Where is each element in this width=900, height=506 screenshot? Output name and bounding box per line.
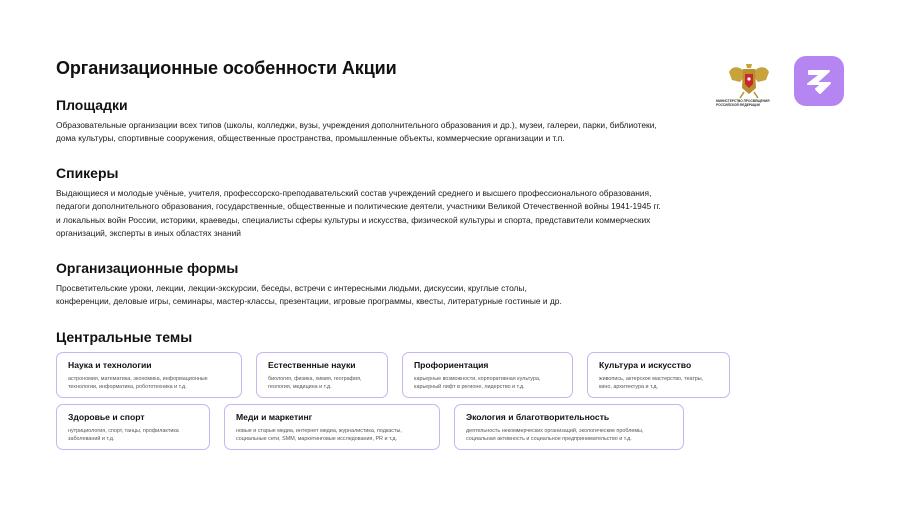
theme-card-title: Экология и благотворительность [466, 412, 610, 422]
venues-line: дома культуры, спортивные сооружения, общественные пространства, промышленные объекты, коммерческие организации и т.п. [56, 133, 565, 144]
theme-card-media [224, 404, 440, 450]
theme-card-desc-line: деятельность некоммерческих организаций, экологические проблемы, [466, 428, 644, 434]
theme-card-desc [599, 376, 719, 391]
speakers-line: и локальных войн России, историки, краеведы, специалисты сферы культуры и искусства, физической культуры и спорта, представители коммерческих [56, 214, 651, 225]
theme-card-desc-line: социальные сети, SMM, маркетинговые исследования, PR и т.д. [236, 435, 397, 442]
speakers-text [56, 187, 746, 241]
theme-card-desc-line: социальная активность и социальное предпринимательство и т.д. [466, 435, 632, 442]
venues-title: Площадки [56, 97, 128, 113]
theme-card-desc [414, 376, 562, 391]
theme-card-desc-line: геология, медицина и т.д. [268, 383, 332, 390]
logo-z-icon [794, 56, 844, 106]
forms-line: Просветительские уроки, лекции, лекции-экскурсии, беседы, встречи с интересными людьми, дискуссии, круглые столы, [56, 283, 527, 293]
speakers-line: педагоги дополнительного образования, государственные, общественные и политические деятели, участники Великой Отечественной войны 1941-1945 гг. [56, 201, 661, 212]
theme-card-culture [587, 352, 730, 398]
theme-card-desc [68, 376, 231, 391]
theme-card-title: Наука и технологии [68, 360, 152, 370]
theme-card-desc-line: биология, физика, химия, география, [268, 376, 362, 382]
theme-card-desc [68, 428, 199, 443]
ministry-caption: МИНИСТЕРСТВО ПРОСВЕЩЕНИЯ РОССИЙСКОЙ ФЕДЕРАЦИИ [716, 99, 770, 107]
themes-title: Центральные темы [56, 329, 193, 345]
venues-line: Образовательные организации всех типов (школы, колледжи, вузы, учреждения дополнительного образования и др.), музеи, галереи, парки, библиотеки, [56, 120, 657, 130]
forms-line: конференции, деловые игры, семинары, мастер-классы, презентации, игровые программы, квесты, литературные гостиные и др. [56, 296, 562, 307]
theme-card-title: Меди и маркетинг [236, 412, 313, 422]
theme-card-health [56, 404, 210, 450]
theme-card-science [56, 352, 242, 398]
theme-card-ecology [454, 404, 684, 450]
theme-card-career [402, 352, 573, 398]
forms-text [56, 282, 746, 309]
theme-card-desc-line: нутрициология, спорт, танцы, профилактика [68, 428, 179, 434]
theme-card-title: Культура и искусство [599, 360, 692, 370]
theme-card-desc [466, 428, 673, 443]
theme-card-desc-line: технологии, информатика, робототехника и т.д. [68, 383, 187, 390]
theme-card-desc-line: карьерный лифт в регионе, лидерство и т.д. [414, 383, 525, 390]
theme-card-desc-line: новые и старые медиа, интернет медиа, журналистика, подкасты, [236, 428, 402, 434]
theme-card-title: Профориентация [414, 360, 489, 370]
brand-logo [794, 56, 844, 106]
theme-card-desc-line: астрономия, математика, экономика, информационные [68, 376, 208, 382]
theme-card-desc [236, 428, 429, 443]
speakers-line: Выдающиеся и молодые учёные, учителя, профессорско-преподавательский состав учреждений среднего и высшего профессионального образования, [56, 188, 652, 198]
theme-card-desc-line: кино, архитектура и т.д. [599, 383, 658, 390]
theme-card-desc-line: карьерные возможности, корпоративная культура, [414, 376, 541, 382]
theme-card-natural-sciences [256, 352, 388, 398]
theme-card-title: Естественные науки [268, 360, 356, 370]
speakers-line: организаций, эксперты в иных областях знаний [56, 228, 241, 239]
page-title: Организационные особенности Акции [56, 58, 397, 78]
theme-card-desc-line: живопись, актерское мастерство, театры, [599, 376, 704, 382]
venues-text [56, 119, 746, 146]
theme-card-desc-line: заболеваний и т.д. [68, 435, 115, 442]
speakers-title: Спикеры [56, 165, 119, 181]
forms-title: Организационные формы [56, 260, 239, 276]
theme-card-title: Здоровье и спорт [68, 412, 145, 422]
theme-card-desc [268, 376, 377, 391]
